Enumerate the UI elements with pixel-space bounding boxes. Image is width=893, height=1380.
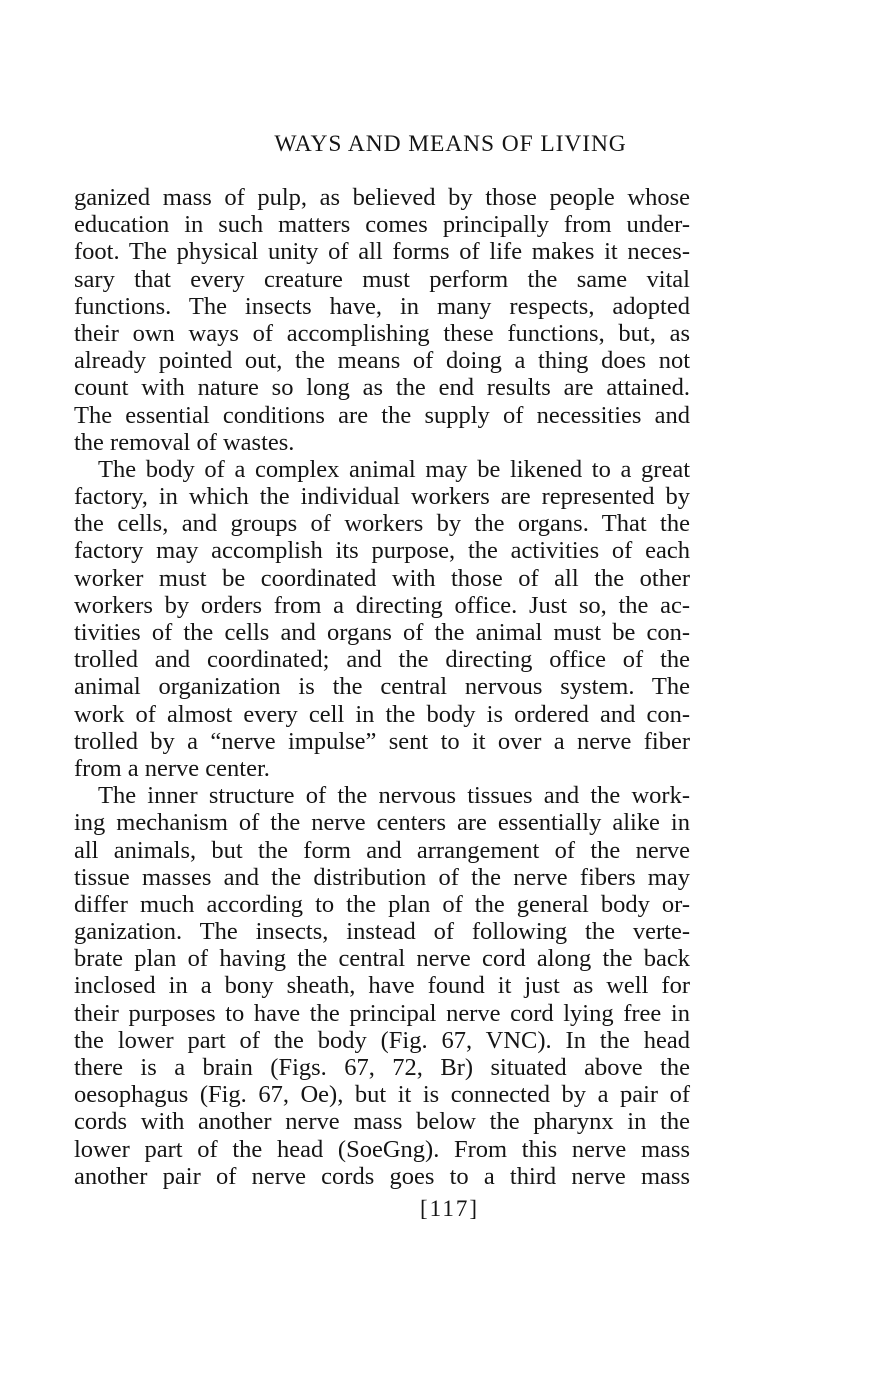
text-line: brate plan of having the central nerve cord along the back bbox=[74, 945, 690, 973]
text-line: count with nature so long as the end results are attained. bbox=[74, 374, 690, 402]
paragraph-3 bbox=[74, 782, 690, 1190]
text-line: The inner structure of the nervous tissues and the work- bbox=[98, 782, 690, 810]
page-number: [117] bbox=[420, 1196, 479, 1221]
text-line: work of almost every cell in the body is ordered and con- bbox=[74, 700, 690, 728]
text-line: factory may accomplish its purpose, the activities of each bbox=[74, 537, 690, 565]
text-line: foot. The physical unity of all forms of life makes it neces- bbox=[74, 238, 690, 266]
text-line: the cells, and groups of workers by the organs. That the bbox=[74, 510, 690, 538]
text-line: tivities of the cells and organs of the animal must be con- bbox=[74, 619, 690, 646]
body-text bbox=[74, 184, 690, 1190]
text-line: functions. The insects have, in many respects, adopted bbox=[74, 292, 690, 320]
text-line: education in such matters comes principally from under- bbox=[74, 211, 690, 239]
text-line: differ much according to the plan of the general body or- bbox=[74, 890, 690, 918]
text-line: The essential conditions are the supply of necessities and bbox=[74, 401, 690, 429]
text-line: there is a brain (Figs. 67, 72, Br) situated above the bbox=[74, 1054, 690, 1081]
text-line: all animals, but the form and arrangement of the nerve bbox=[74, 836, 690, 864]
text-line: inclosed in a bony sheath, have found it just as well for bbox=[74, 972, 690, 1000]
text-line: ganization. The insects, instead of following the verte- bbox=[74, 918, 690, 946]
text-line: their purposes to have the principal nerve cord lying free in bbox=[74, 999, 690, 1027]
text-line: tissue masses and the distribution of the nerve fibers may bbox=[74, 863, 690, 891]
text-line: their own ways of accomplishing these functions, but, as bbox=[74, 319, 690, 347]
text-line: workers by orders from a directing office. Just so, the ac- bbox=[74, 591, 690, 619]
text-line: animal organization is the central nervous system. The bbox=[74, 673, 690, 701]
text-line: from a nerve center. bbox=[74, 754, 270, 782]
text-line: The body of a complex animal may be likened to a great bbox=[98, 455, 690, 483]
text-line: trolled by a “nerve impulse” sent to it over a nerve fiber bbox=[74, 727, 690, 755]
text-line: oesophagus (Fig. 67, Oe), but it is connected by a pair of bbox=[74, 1081, 690, 1109]
text-line: ganized mass of pulp, as believed by those people whose bbox=[74, 184, 690, 211]
text-line: the removal of wastes. bbox=[74, 428, 295, 456]
paragraph-1 bbox=[74, 184, 690, 456]
running-head: WAYS AND MEANS OF LIVING bbox=[274, 131, 627, 157]
text-line: the lower part of the body (Fig. 67, VNC). In the head bbox=[74, 1026, 690, 1054]
text-line: already pointed out, the means of doing a thing does not bbox=[74, 347, 690, 375]
text-line: ing mechanism of the nerve centers are essentially alike in bbox=[74, 809, 690, 837]
text-line: lower part of the head (SoeGng). From this nerve mass bbox=[74, 1135, 690, 1163]
text-line: another pair of nerve cords goes to a third nerve mass bbox=[74, 1162, 690, 1190]
text-line: trolled and coordinated; and the directing office of the bbox=[74, 646, 690, 674]
text-line: sary that every creature must perform the same vital bbox=[74, 265, 690, 293]
paragraph-2 bbox=[74, 456, 690, 782]
text-line: factory, in which the individual workers are represented by bbox=[74, 483, 690, 511]
text-line: cords with another nerve mass below the pharynx in the bbox=[74, 1108, 690, 1136]
text-line: worker must be coordinated with those of all the other bbox=[74, 564, 690, 592]
